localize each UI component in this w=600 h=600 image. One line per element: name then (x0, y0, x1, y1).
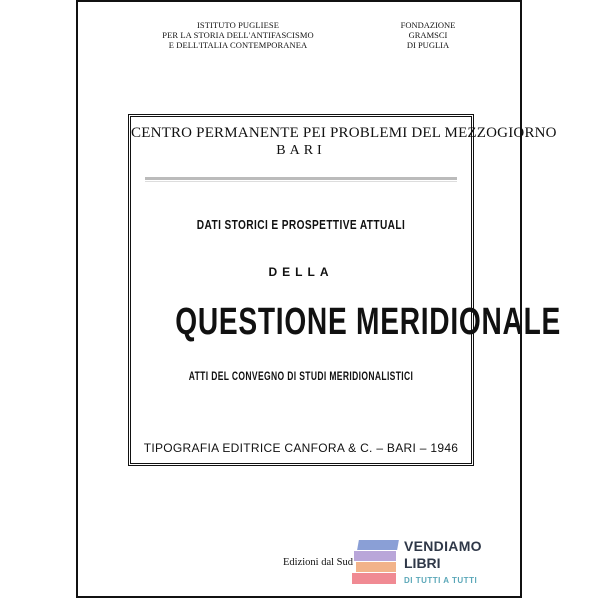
title-frame (128, 114, 562, 466)
book-title: QUESTIONE MERIDIONALE (175, 301, 562, 343)
della-label: DELLA (268, 265, 334, 279)
right-institution-line: GRAMSCI (408, 30, 448, 40)
right-institution (378, 20, 478, 50)
left-institution-line: E DELL'ITALIA CONTEMPORANEA (168, 40, 308, 50)
watermark-line2: LIBRI (404, 555, 441, 571)
watermark-tagline: DI TUTTI A TUTTI (404, 576, 478, 585)
publisher-name: Edizioni dal Sud (283, 557, 353, 568)
divider (145, 177, 457, 180)
books-logo-icon (352, 538, 398, 586)
left-institution (138, 20, 338, 50)
city-label: BARI (276, 143, 326, 158)
printer-line: TIPOGRAFIA EDITRICE CANFORA & C. – BARI – 1946 (143, 441, 459, 455)
atti-line: ATTI DEL CONVEGNO DI STUDI MERIDIONALISTICI (188, 371, 414, 383)
centro-heading: CENTRO PERMANENTE PEI PROBLEMI DEL MEZZOGIORNO (131, 125, 557, 141)
right-institution-line: DI PUGLIA (406, 40, 450, 50)
subtitle: DATI STORICI E PROSPETTIVE ATTUALI (196, 217, 406, 232)
right-institution-line: FONDAZIONE (400, 20, 456, 30)
seller-watermark (352, 538, 492, 588)
left-institution-line: ISTITUTO PUGLIESE (196, 20, 280, 30)
divider (145, 181, 457, 182)
watermark-line1: VENDIAMO (404, 538, 482, 554)
left-institution-line: PER LA STORIA DELL'ANTIFASCISMO (162, 30, 314, 40)
book-cover (76, 0, 562, 598)
